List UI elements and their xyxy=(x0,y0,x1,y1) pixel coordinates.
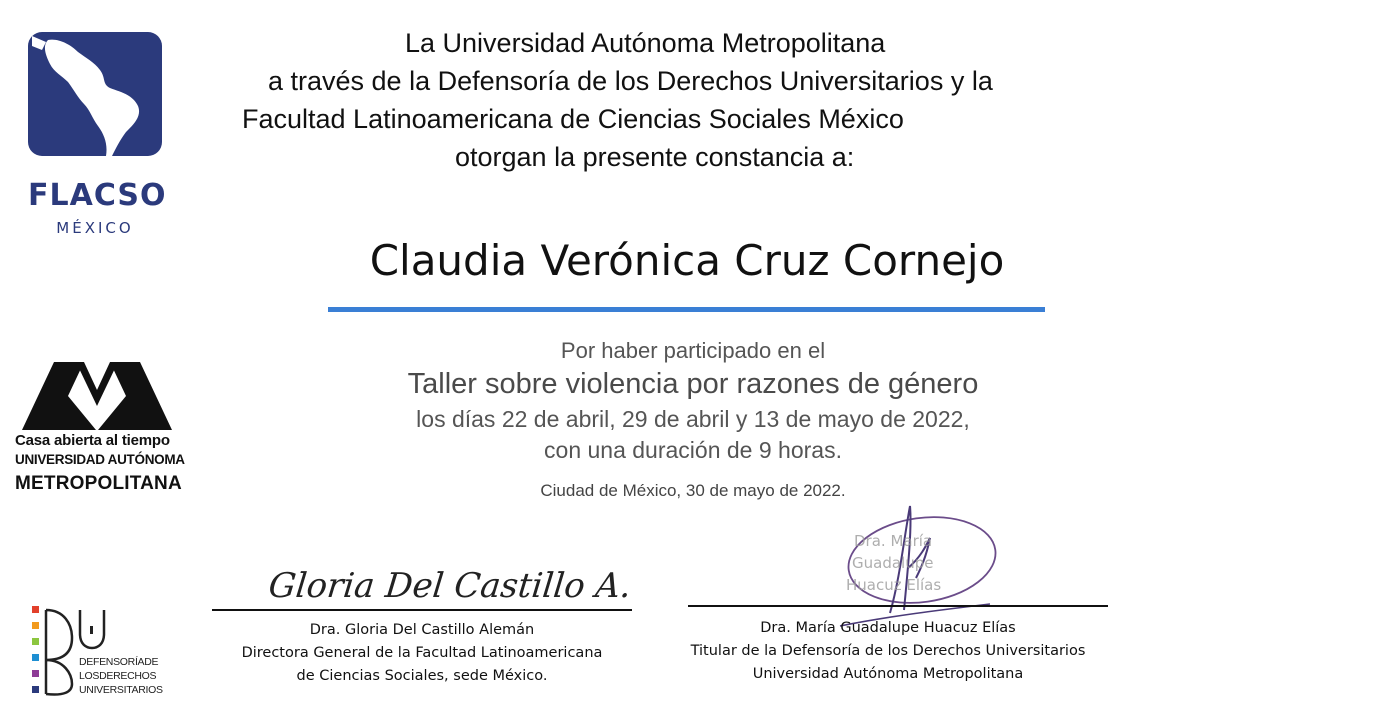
flacso-subtitle: MÉXICO xyxy=(56,219,134,237)
defensoria-text-3: UNIVERSITARIOS xyxy=(79,684,163,696)
recipient-name: Claudia Verónica Cruz Cornejo xyxy=(369,236,1005,285)
flacso-name: FLACSO xyxy=(28,178,167,213)
signature-stamp-2 xyxy=(830,498,1000,633)
workshop-title: Taller sobre violencia por razones de género xyxy=(407,368,979,400)
svg-text:Dra. María: Dra. María xyxy=(854,532,933,550)
defensoria-text-2: LOSDERECHOS xyxy=(79,670,157,682)
workshop-dates: los días 22 de abril, 29 de abril y 13 de mayo de 2022, xyxy=(416,406,970,432)
header-line-2: a través de la Defensoría de los Derechos Universitarios y la xyxy=(268,66,993,96)
signature-handwriting-1 xyxy=(266,555,634,610)
signer-1-title: Directora General de la Facultad Latinoamericana xyxy=(241,645,603,661)
recipient-underline xyxy=(328,307,1045,312)
signer-1-name: Dra. Gloria Del Castillo Alemán xyxy=(309,622,535,638)
defensoria-text-1: DEFENSORÍADE xyxy=(79,656,159,668)
signature-line-2 xyxy=(688,605,1108,607)
signer-2-name: Dra. María Guadalupe Huacuz Elías xyxy=(760,620,1016,636)
signature-line-1 xyxy=(212,609,632,611)
signer-2-title: Titular de la Defensoría de los Derechos Universitarios xyxy=(690,643,1086,659)
svg-text:Guadalupe: Guadalupe xyxy=(852,554,934,572)
uam-name-line1: UNIVERSIDAD AUTÓNOMA xyxy=(15,452,185,467)
header-line-4: otorgan la presente constancia a: xyxy=(455,142,855,172)
uam-name-line2: METROPOLITANA xyxy=(15,473,182,494)
svg-text:Huacuz Elías: Huacuz Elías xyxy=(846,576,942,594)
signer-1-title-2: de Ciencias Sociales, sede México. xyxy=(296,668,548,684)
signer-2-title-2: Universidad Autónoma Metropolitana xyxy=(752,666,1024,682)
workshop-duration: con una duración de 9 horas. xyxy=(544,437,842,463)
header-line-3: Facultad Latinoamericana de Ciencias Sociales México xyxy=(242,104,904,134)
participation-text: Por haber participado en el xyxy=(560,338,826,363)
place-date: Ciudad de México, 30 de mayo de 2022. xyxy=(540,481,846,500)
svg-text:Gloria Del Castillo A.: Gloria Del Castillo A. xyxy=(266,566,634,606)
header-line-1: La Universidad Autónoma Metropolitana xyxy=(405,28,886,58)
flacso-map-logo xyxy=(28,32,162,156)
uam-motto: Casa abierta al tiempo xyxy=(15,432,170,449)
